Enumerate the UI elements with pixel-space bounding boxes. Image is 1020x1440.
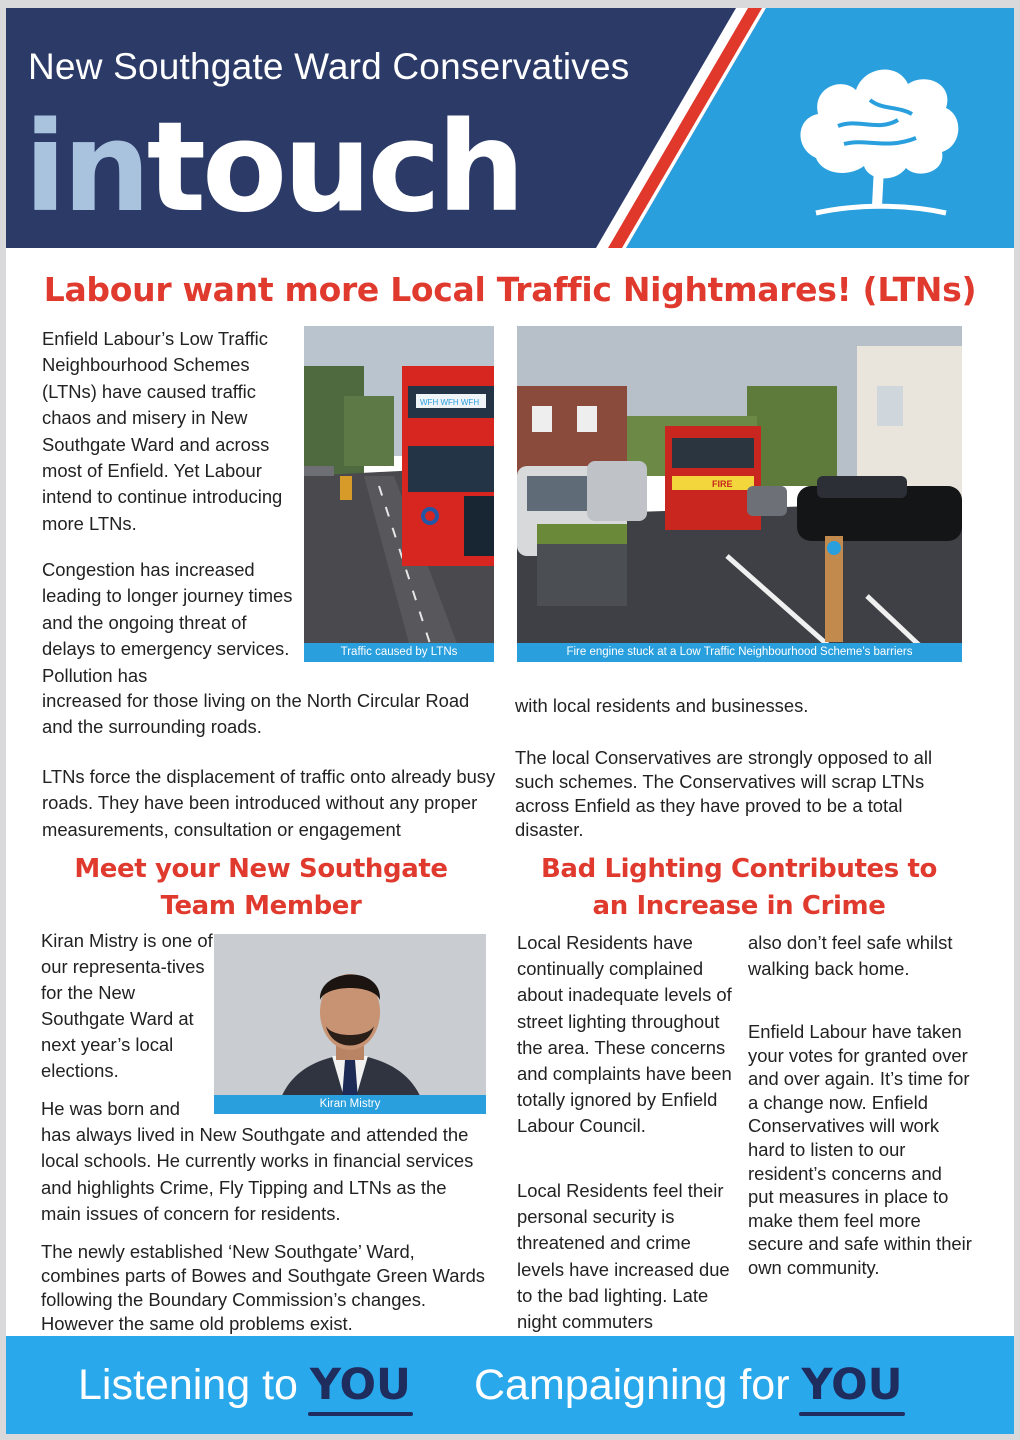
bus-window-text: WFH WFH WFH (420, 398, 480, 407)
fire-engine-street-image (517, 326, 962, 662)
fire-engine-photo (517, 326, 962, 662)
slogan-campaigning-text: Campaigning for (474, 1361, 790, 1409)
slogan-listening-text: Listening to (78, 1361, 298, 1409)
fire-engine-photo-caption: Fire engine stuck at a Low Traffic Neighbourhood Scheme’s barriers (517, 643, 962, 662)
ltn-displacement-paragraph: LTNs force the displacement of traffic onto already busy roads. They have been introduced without any proper measurements, consultation or engagement (42, 766, 496, 840)
masthead (6, 8, 1014, 248)
ltn-residents-line: with local residents and businesses. (515, 695, 809, 716)
lighting-heading-line1: Bad Lighting Contributes to (541, 854, 937, 884)
ltn-intro-paragraph: Enfield Labour’s Low Traffic Neighbourhood Schemes (LTNs) have caused traffic chaos and misery in New Southgate Ward and across most of Enfield. Yet Labour intend to continue introducing more LTNs. (42, 328, 283, 534)
portrait-image (214, 934, 486, 1114)
ltn-congestion-paragraph: Congestion has increased leading to longer journey times and the ongoing threat of delays to emergency services. Pollution has (42, 559, 293, 686)
traffic-photo-caption: Traffic caused by LTNs (304, 643, 494, 662)
team-heading-line2: Team Member (160, 891, 362, 921)
slogan-campaigning (474, 1360, 903, 1410)
ward-title: New Southgate Ward Conservatives (28, 46, 630, 87)
team-background-paragraph: has always lived in New Southgate and attended the local schools. He currently works in financial services and highlights Crime, Fly Tipping and LTNs as the main issues of concern for residents. (41, 1124, 474, 1225)
team-intro-paragraph: Kiran Mistry is one of our representa-tives for the New Southgate Ward at next year’s local elections. (41, 930, 213, 1081)
team-born-start: He was born and (41, 1098, 181, 1119)
team-heading-line1: Meet your New Southgate (74, 854, 448, 884)
fire-engine-label: FIRE (712, 479, 733, 489)
slogan-you-1: YOU (309, 1360, 411, 1410)
ward-info-paragraph: The newly established ‘New Southgate’ Ward, combines parts of Bowes and Southgate Green Wards following the Boundary Commission’s changes. However the same old problems exist. (41, 1241, 485, 1334)
kiran-mistry-caption: Kiran Mistry (214, 1095, 486, 1114)
intouch-brand (24, 96, 522, 240)
slogan-you-2: YOU (801, 1360, 903, 1410)
newsletter-page (6, 8, 1014, 1434)
lighting-change-paragraph: Enfield Labour have taken your votes for granted over and over again. It’s time for a change now. Enfield Conservatives will work hard to listen to our resident’s concerns and put measures in place to make them feel more secure and safe within their own community. (748, 1021, 972, 1278)
bus-street-image (304, 326, 494, 662)
conservative-tree-icon (786, 48, 966, 228)
lighting-security-paragraph: Local Residents feel their personal security is threatened and crime levels have increased due to the bad lighting. Late night commuters (517, 1180, 730, 1333)
team-heading (36, 851, 486, 925)
lighting-heading-line2: an Increase in Crime (592, 891, 886, 921)
main-headline: Labour want more Local Traffic Nightmares! (LTNs) (43, 270, 977, 309)
ltn-pollution-continued: increased for those living on the North Circular Road and the surrounding roads. (42, 690, 470, 738)
slogan-listening (78, 1360, 411, 1410)
traffic-photo (304, 326, 494, 662)
brand-in: in (24, 96, 147, 240)
lighting-heading (514, 851, 964, 925)
kiran-mistry-photo (214, 934, 486, 1114)
lighting-safety-paragraph: also don’t feel safe whilst walking back home. (748, 932, 953, 980)
lighting-complaints-paragraph: Local Residents have continually complained about inadequate levels of street lighting throughout the area. These concerns and complaints have been totally ignored by Enfield Labour Council. (517, 932, 732, 1137)
brand-touch: touch (146, 96, 522, 240)
slogan-footer (6, 1336, 1014, 1434)
ltn-opposition-paragraph: The local Conservatives are strongly opposed to all such schemes. The Conservatives will scrap LTNs across Enfield as they have proved to be a total disaster. (515, 747, 933, 840)
